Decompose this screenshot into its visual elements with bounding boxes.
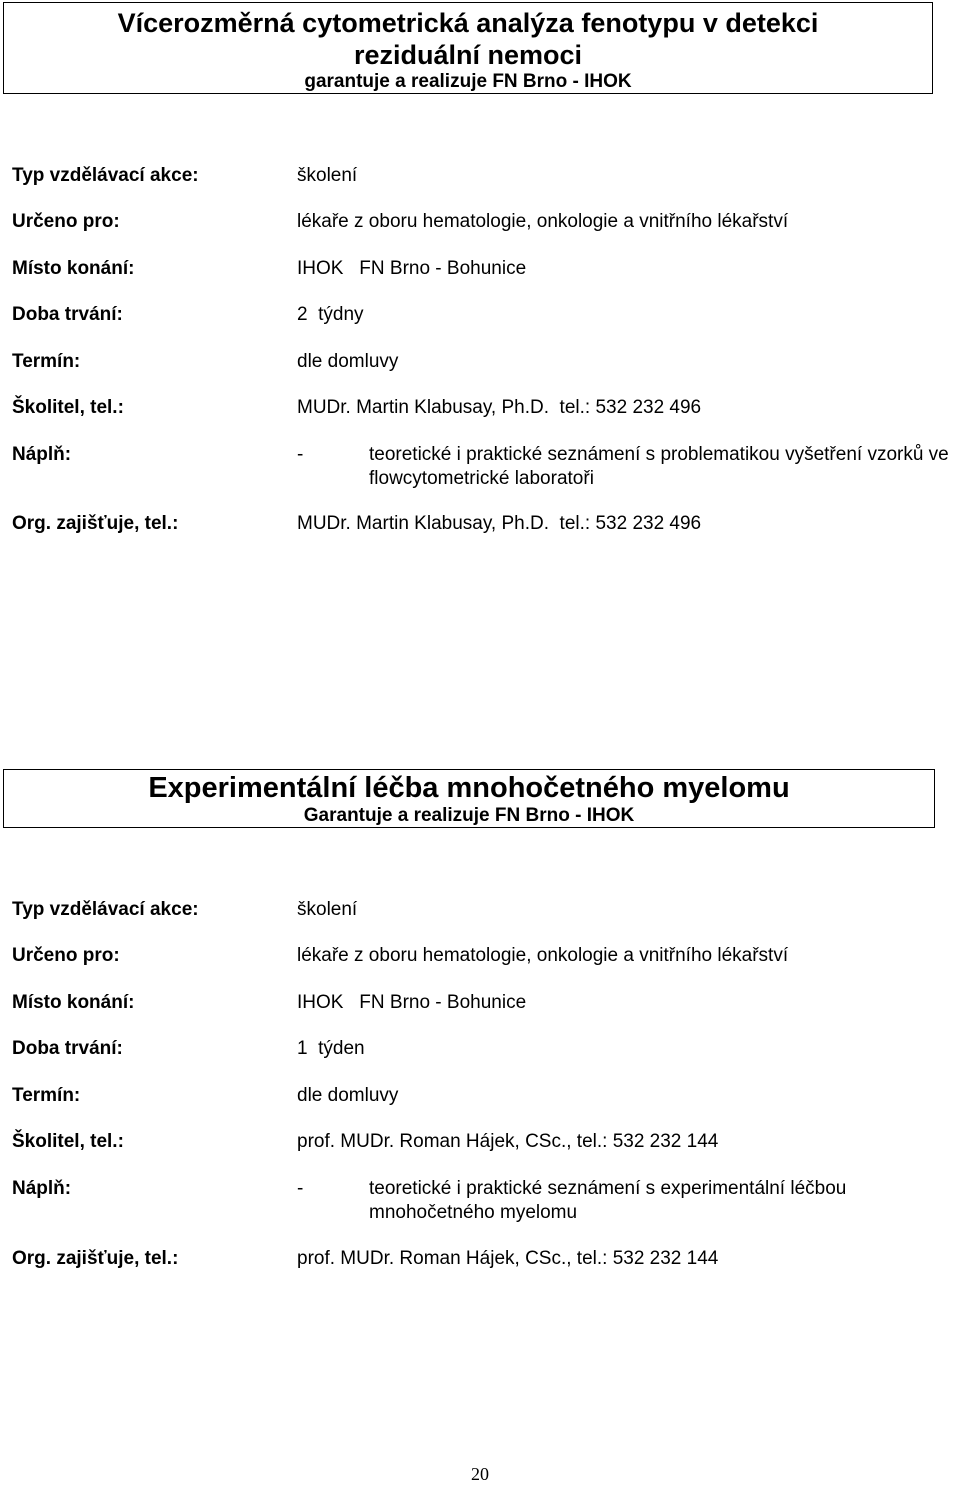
- field-location-value: IHOK FN Brno - Bohunice: [297, 992, 527, 1013]
- field-duration-value: 1 týden: [297, 1038, 365, 1059]
- field-date-value: dle domluvy: [297, 351, 399, 372]
- field-audience-label: Určeno pro:: [12, 211, 120, 232]
- field-organizer-label: Org. zajišťuje, tel.:: [12, 513, 179, 534]
- course-title: Experimentální léčba mnohočetného myelomu: [148, 772, 790, 804]
- field-content-dash: -: [297, 444, 304, 465]
- field-trainer-value: MUDr. Martin Klabusay, Ph.D. tel.: 532 232 496: [297, 397, 702, 418]
- field-type-value: školení: [297, 899, 358, 920]
- field-trainer-value: prof. MUDr. Roman Hájek, CSc., tel.: 532 232 144: [297, 1131, 719, 1152]
- field-content-value: teoretické i praktické seznámení s experimentální léčbou mnohočetného myelomu: [369, 1178, 847, 1223]
- course-title: Vícerozměrná cytometrická analýza fenotypu v detekci reziduální nemoci: [117, 8, 819, 70]
- field-date-value: dle domluvy: [297, 1085, 399, 1106]
- course-guarantor: garantuje a realizuje FN Brno - IHOK: [304, 71, 632, 92]
- field-organizer-value: MUDr. Martin Klabusay, Ph.D. tel.: 532 232 496: [297, 513, 702, 534]
- field-content-label: Náplň:: [12, 1178, 72, 1199]
- field-organizer-value: prof. MUDr. Roman Hájek, CSc., tel.: 532 232 144: [297, 1248, 719, 1269]
- field-duration-label: Doba trvání:: [12, 1038, 123, 1059]
- field-duration-label: Doba trvání:: [12, 304, 123, 325]
- field-content-dash: -: [297, 1178, 304, 1199]
- course-title-box: [3, 769, 935, 828]
- field-trainer-label: Školitel, tel.:: [12, 1131, 124, 1152]
- page-number: 20: [471, 1464, 489, 1484]
- field-audience-label: Určeno pro:: [12, 945, 120, 966]
- field-location-label: Místo konání:: [12, 992, 135, 1013]
- field-audience-value: lékaře z oboru hematologie, onkologie a vnitřního lékařství: [297, 211, 789, 232]
- field-type-label: Typ vzdělávací akce:: [12, 899, 199, 920]
- field-audience-value: lékaře z oboru hematologie, onkologie a vnitřního lékařství: [297, 945, 789, 966]
- field-location-value: IHOK FN Brno - Bohunice: [297, 258, 527, 279]
- field-duration-value: 2 týdny: [297, 304, 364, 325]
- field-date-label: Termín:: [12, 351, 81, 372]
- field-content-label: Náplň:: [12, 444, 72, 465]
- field-date-label: Termín:: [12, 1085, 81, 1106]
- field-trainer-label: Školitel, tel.:: [12, 397, 124, 418]
- course-guarantor: Garantuje a realizuje FN Brno - IHOK: [303, 805, 635, 826]
- field-content-value: teoretické i praktické seznámení s problematikou vyšetření vzorků ve flowcytometrické laboratoři: [369, 444, 949, 489]
- field-type-value: školení: [297, 165, 358, 186]
- field-type-label: Typ vzdělávací akce:: [12, 165, 199, 186]
- course-title-box: [3, 2, 933, 94]
- field-organizer-label: Org. zajišťuje, tel.:: [12, 1248, 179, 1269]
- field-location-label: Místo konání:: [12, 258, 135, 279]
